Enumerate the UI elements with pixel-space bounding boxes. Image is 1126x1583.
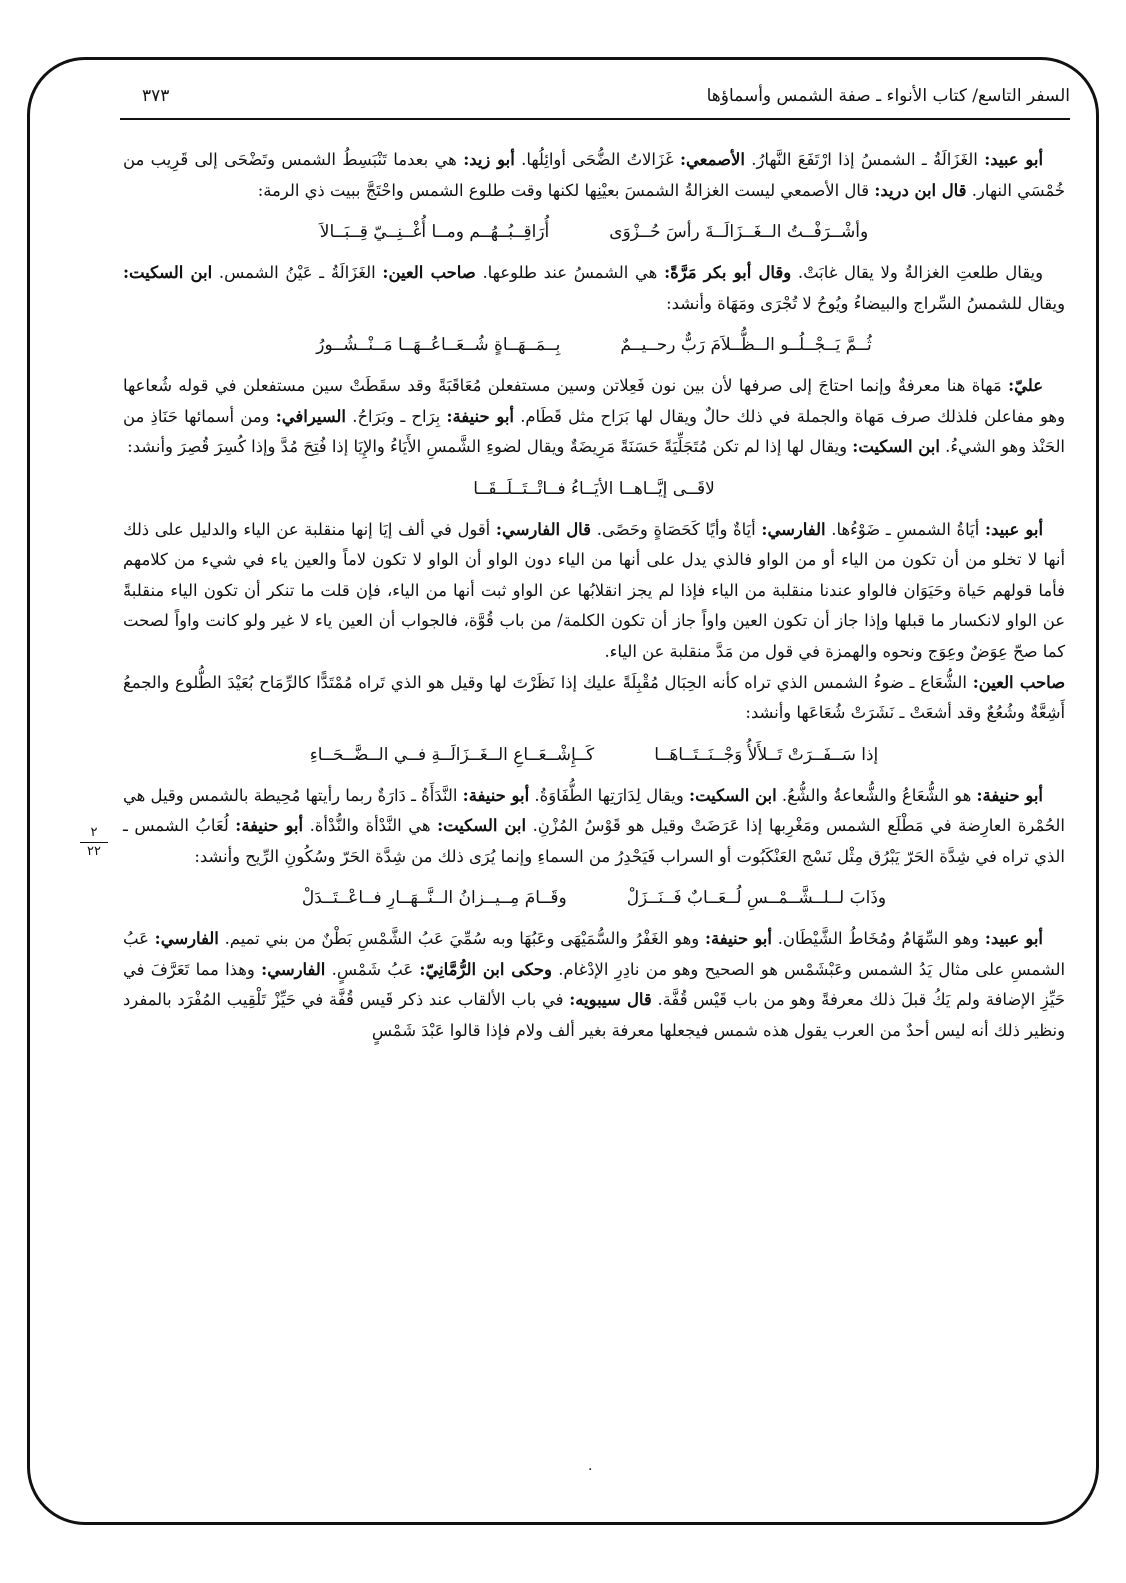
speaker-label: ابن السكيت: <box>852 437 940 457</box>
paragraph-text: ويقال طلعتِ الغزالةُ ولا يقال غابَتْ. <box>791 263 1043 283</box>
speaker-label: الأصمعي: <box>679 150 745 169</box>
running-title: السفر التاسع/ كتاب الأنواء ـ صفة الشمس وأسماؤها <box>706 86 1070 106</box>
paragraph-text: وهذا مما تَعَرَّفَ في حَيِّزِ الإضافة ولم يَكُ قبلَ ذلك معرفةً وهو من باب قَيْس قُفَّة. <box>123 959 1065 1010</box>
paragraph-text: ومن أسمائها حَنَاذِ من الحَنْذ وهو الشيءُ. <box>123 406 1065 457</box>
verse-hemistich-second: أُرَاقِــبُــهُــم ومــا أُغْــنِــيّ قِــبَــالاَ <box>319 222 550 243</box>
paragraph-text: هو الشُّعَاعُ والشُّعاعةُ والشُّعُ. <box>776 785 977 805</box>
speaker-label: أبو عبيد: <box>984 929 1043 949</box>
paragraph <box>123 258 1065 319</box>
paragraph-text: ويقال لِدَارَتِها الطُّفَاوَةُ. <box>529 785 690 805</box>
page-header <box>120 84 1070 120</box>
verse <box>123 883 1065 913</box>
speaker-label: أبو عبيد: <box>984 150 1044 169</box>
margin-manuscript-ref <box>80 826 108 859</box>
paragraph-text: أيَاةٌ وأيًا كَحَصَاةٍ وحَصًى. <box>591 519 762 539</box>
bottom-mark: . <box>588 1458 593 1474</box>
paragraph-text: وهو السِّهَامُ ومُخَاطُ الشَّيْطَان. <box>771 929 985 949</box>
margin-ref-rule <box>80 842 108 843</box>
paragraph-text: ويقال للشمسُ السِّراج والبيضاءُ ويُوحُ لا تُجْرَى ومَهَاة وأنشد: <box>666 293 1065 313</box>
speaker-label: ابن السكيت: <box>437 816 527 836</box>
speaker-label: وحكى ابن الرُّمَّانِيّ: <box>419 959 552 979</box>
paragraph-text: الغَزَالَةُ ـ الشمسُ إذا ارْتَفَعَ النَّهارُ. <box>744 150 985 169</box>
verse <box>123 474 1065 504</box>
paragraph-text: الشُّعَاع ـ ضوءُ الشمس الذي تراه كأنه الحِبَال مُقْبِلَةً عليك إذا نَظَرْتَ لها وقيل هو الذي تَراه مُمْتَدًّا كالرِّمَاح بُعَيْدَ الطُّلوع والجمعُ أَشِعَّةٌ وشُعُعٌ وقد أشعَتْ ـ نَشَرَتْ شُعَاعَها وأنشد: <box>123 672 1065 723</box>
verse-hemistich-first: وذَابَ لــلــشَّــمْــسِ لُــعَــابٌ فَــنَــزَلْ <box>626 888 887 909</box>
paragraph-text: لُعَابُ الشمس ـ الذي تراه في شِدَّة الحَرّ يَبْرُق مِثْل نَسْج العَنْكَبُوت أو السراب فَيَحْدِرُ من السماءِ وإنما يُرَى ذلك من شِدَّة الحَرّ وسُكُونِ الرِّيح وأنشد: <box>123 816 1065 866</box>
paragraph <box>123 515 1065 668</box>
paragraph-text: في باب الألقاب عند ذكر قَيس قُفَّة في حَيِّزْ تَلْقِيب المُفْرَد بالمفرد ونظير ذلك أنه ليس أحدٌ من العرب يقول هذه شمس فيجعلها معرفة بغير ألف ولام فإذا قالوا عَبْدَ شَمْسٍ <box>123 990 1065 1040</box>
speaker-label: أبو حنيفة: <box>976 785 1043 805</box>
paragraph-text: وهو الغَفْرُ والسُّمَيْهَى وعَبُهَا وبه سُمِّيَ عَبُ الشَّمْسِ بَطْنٌ من بني تميم. <box>218 929 705 949</box>
body-text <box>123 145 1065 1046</box>
paragraph-text: قال الأصمعي ليست الغزالةُ الشمسَ بعيْنِها لكنها وقت طلوع الشمس واحْتَجَّ ببيت ذي الرمة: <box>257 180 875 200</box>
speaker-label: عليّ: <box>1008 376 1043 396</box>
paragraph <box>123 781 1065 873</box>
paragraph-text: هي الشمسُ عند طلوعها. <box>475 263 665 283</box>
paragraph-text: هي النَّدْأة والنُّدْأة. <box>303 816 438 836</box>
speaker-label: أبو حنيفة: <box>446 406 514 426</box>
verse-hemistich-first: إذا سَــفَــرَتْ تَــلأَلأُ وَجْــنَــتَــاهَــا <box>654 744 879 765</box>
speaker-label: قال سيبويه: <box>569 990 652 1010</box>
margin-ref-top: ٢ <box>90 825 98 840</box>
speaker-label: ابن السكيت: <box>123 263 213 283</box>
speaker-label: أبو حنيفة: <box>462 785 530 805</box>
paragraph <box>123 145 1065 206</box>
verse <box>123 330 1065 360</box>
speaker-label: صاحب العين: <box>382 263 476 283</box>
paragraph-text: عَبُ الشمسِ على مثال يَدُ الشمس وعَبْشَمْس هو الصحيح وهو من نادِرِ الإدْغام. <box>123 929 1066 979</box>
verse-hemistich-first: وأشْــرَفْــتُ الــغَــزَالَــةَ رأسَ حُــزْوَى <box>609 222 869 243</box>
paragraph <box>123 924 1065 1046</box>
speaker-label: أبو زيد: <box>463 150 515 169</box>
paragraph-text: عَبُ شَمْسٍ. <box>325 959 420 979</box>
speaker-label: الفارسي: <box>761 519 826 539</box>
verse <box>123 740 1065 770</box>
speaker-label: وقال أبو بكر مَرَّةً: <box>664 263 792 283</box>
speaker-label: قال ابن دريد: <box>874 180 967 200</box>
speaker-label: الفارسي: <box>154 929 219 949</box>
verse-hemistich-second: وقَــامَ مِــيــزانُ الــنَّــهَــارِ فــاعْــتَــدَلْ <box>301 888 567 909</box>
verse-hemistich-first: ثُــمَّ يَــجْــلُــو الــظُّــلاَمَ رَبٌّ رحــيــمٌ <box>620 335 872 356</box>
paragraph <box>123 668 1065 729</box>
speaker-label: قال الفارسي: <box>495 519 592 539</box>
speaker-label: صاحب العين: <box>972 672 1066 692</box>
paragraph-text: ويقال لها إذا لم تكن مُتَجَلِّيَةً حَسَنَةً مَرِيضَةٌ ويقال لضوءِ الشَّمسِ الأَيَاءُ والإِيَا إذا فُتِحَ مُدَّ وإذا كُسِرَ قُصِرَ وأنشد: <box>127 437 853 457</box>
verse-hemistich-second: بِــمَــهَــاةٍ شُــعَــاعُــهَــا مَــنْــشُــورُ <box>316 335 561 356</box>
paragraph-text: بِرَاح ـ وبَرَاحُ. <box>345 406 447 426</box>
paragraph-text: هي بعدما تَنْبَسِطُ الشمس وتَضْحَى إلى قَرِيب من خُمْسَي النهار. <box>123 150 1065 200</box>
speaker-label: الفارسي: <box>261 959 326 979</box>
page-number: ٣٧٣ <box>142 86 170 106</box>
speaker-label: ابن السكيت: <box>689 785 777 805</box>
speaker-label: أبو حنيفة: <box>235 816 304 836</box>
margin-ref-bottom: ٢٢ <box>87 844 101 859</box>
verse <box>123 217 1065 247</box>
verse-single-line: لاقَــى إيَّــاهــا الأيَــاءُ فــاتْــتَــلَــقَــا <box>473 478 715 499</box>
paragraph-text: النَّدَأَةُ ـ دَارَةٌ ربما رأيتها مُحِيطة بالشمس وقيل هي الحُمْرة العارِضة في مَطْلَع الشمس ومَغْرِبها إذا عَرَضَتْ وقيل هو قَوْسُ المُزْنِ. <box>123 785 1065 836</box>
paragraph-text: أقول في ألف إيَا إنها منقلبة عن الياء والدليل على ذلك أنها لا تخلو من أن تكون من الياء أو من الواو فالذي يدل على أنها من الياء دون الواو أن الواو لا تكون لاماً والعين ياء في شيء من كلامهم فأما قولهم حَياة وحَيَوَان فالواو عندنا منقلبة من الياء فإذا لم يجز انقلابُها عن الواو ثبت أنها من الياء، فإن قلت ما تنكر أن تكون الياء منقلبةً عن الواو لانكسار ما قبلها وإذا جاز أن تكون العين واواً جاز أن تكون الكلمة/ من باب قُوَّة، فالجواب أن العين ياء لا غير ولو كانت واواً لصحت كما صحّ عِوَضٌ وعِوَج ونحوه والهمزة في قول من مَدَّ منقلبة عن الياء. <box>123 519 1065 662</box>
speaker-label: السيرافي: <box>275 406 346 426</box>
paragraph-text: أيَاةُ الشمسِ ـ ضَوْءُها. <box>825 519 985 539</box>
paragraph-text: مَهاة هنا معرفةٌ وإنما احتاجَ إلى صرفها لأن بين نون فَعِلاتن وسين مستفعلن مُعَاقَبَةً وقد سقَطَتْ سين مستفعلن في قوله شُعاعها وهو مفاعلن فلذلك صرف مَهاة والجملة في ذلك حالٌ ويقال لها بَرَاح مثل قَطَام. <box>123 376 1065 426</box>
paragraph-text: الغَزَالَةُ ـ عَيْنُ الشمس. <box>212 263 383 283</box>
paragraph-text: غَزَالاتُ الضُّحَى أوائِلُها. <box>514 150 680 169</box>
verse-hemistich-second: كَــإِشْــعَــاعِ الــغَــزَالَــةِ فــي الــضَّــحَــاءِ <box>309 744 595 765</box>
speaker-label: أبو حنيفة: <box>704 929 772 949</box>
speaker-label: أبو عبيد: <box>984 519 1044 539</box>
paragraph <box>123 371 1065 463</box>
